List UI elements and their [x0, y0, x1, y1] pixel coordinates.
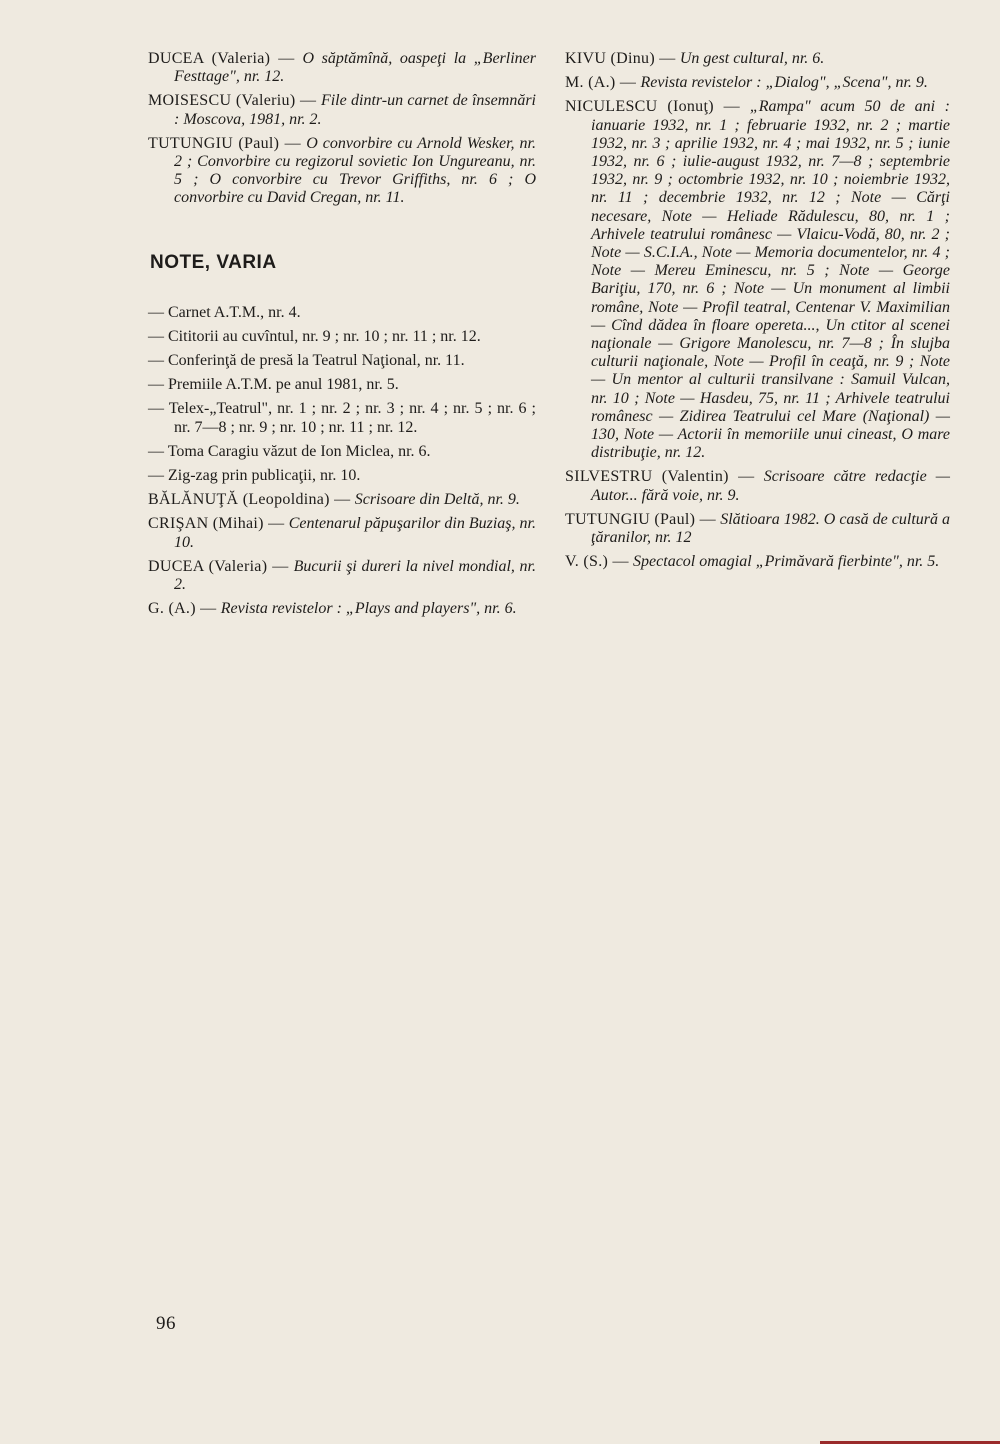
left-bottom-entries	[148, 491, 536, 618]
varia-item: — Zig-zag prin publicaţii, nr. 10.	[148, 467, 361, 485]
index-entry: V. (S.) — Spectacol omagial „Primăvară fierbinte", nr. 5.	[565, 553, 940, 571]
left-column	[148, 50, 536, 624]
varia-item: — Conferinţă de presă la Teatrul Naţional, nr. 11.	[148, 352, 465, 370]
right-column	[565, 50, 950, 577]
varia-item: — Toma Caragiu văzut de Ion Miclea, nr. 6.	[148, 442, 431, 460]
varia-item: — Carnet A.T.M., nr. 4.	[148, 303, 301, 321]
page-number: 96	[156, 1313, 176, 1334]
varia-item: — Cititorii au cuvîntul, nr. 9 ; nr. 10 ; nr. 11 ; nr. 12.	[148, 327, 481, 345]
index-entry: TUTUNGIU (Paul) — Slătioara 1982. O casă de cultură a ţăranilor, nr. 12	[565, 510, 951, 547]
index-entry: NICULESCU (Ionuţ) — „Rampa" acum 50 de ani : ianuarie 1932, nr. 1 ; februarie 1932, nr. 2 ; martie 1932, nr. 3 ; aprilie 1932, nr. 4 ; mai 1932, nr. 5 ; iunie 1932, nr. 6 ; iulie-august 1932, nr. 7—8 ; septembrie 1932, nr. 9 ; octombrie 1932, nr. 10 ; noiembrie 1932, nr. 11 ; decembrie 1932, nr. 12 ; Note — Cărţi necesare, Note — Heliade Rădulescu, 80, nr. 1 ; Arhivele teatrului românesc — Vlaicu-Vodă, 80, nr. 2 ; Note — S.C.I.A., Note — Memoria documentelor, nr. 4 ; Note — Mereu Eminescu, nr. 5 ; Note — George Bariţiu, 170, nr. 6 ; Note — Un monument al limbii române, Note — Profil teatral, Centenar V. Maximilian — Cînd dădea în floare opereta..., Un ctitor al scenei naţionale — Grigore Manolescu, nr. 7—8 ; În slujba culturii naţionale, Note — Profil în ceaţă, nr. 9 ; Note — Un mentor al culturii transilvane : Samuil Vulcan, nr. 10 ; Note — Hasdeu, 75, nr. 11 ; Arhivele teatrului românesc — Zidirea Teatrului cel Mare (Naţional) — 130, Note — Actorii în memoriile unui cineast, O mare distribuţie, nr. 12.	[565, 98, 950, 462]
left-top-entries	[148, 50, 536, 208]
index-entry: TUTUNGIU (Paul) — O convorbire cu Arnold Wesker, nr. 2 ; Convorbire cu regizorul sovietic Ion Ungureanu, nr. 5 ; O convorbire cu Trevor Griffiths, nr. 6 ; O convorbire cu David Cregan, nr. 11.	[148, 134, 536, 207]
varia-list	[148, 304, 536, 486]
index-entry: CRIŞAN (Mihai) — Centenarul păpuşarilor din Buziaş, nr. 10.	[148, 515, 536, 551]
index-entry: M. (A.) — Revista revistelor : „Dialog", „Scena", nr. 9.	[565, 74, 928, 92]
varia-item: — Premiile A.T.M. pe anul 1981, nr. 5.	[148, 376, 399, 394]
index-entry: DUCEA (Valeria) — O săptămînă, oaspeţi la „Berliner Festtage", nr. 12.	[148, 50, 537, 86]
index-entry: KIVU (Dinu) — Un gest cultural, nr. 6.	[565, 50, 825, 67]
index-entry: SILVESTRU (Valentin) — Scrisoare către redacţie — Autor... fără voie, nr. 9.	[565, 468, 950, 504]
section-title: NOTE, VARIA	[150, 251, 277, 273]
varia-item: — Telex-„Teatrul", nr. 1 ; nr. 2 ; nr. 3 ; nr. 4 ; nr. 5 ; nr. 6 ; nr. 7—8 ; nr. 9 ; nr. 10 ; nr. 11 ; nr. 12.	[148, 400, 536, 436]
index-entry: G. (A.) — Revista revistelor : „Plays and players", nr. 6.	[148, 600, 517, 618]
index-entry: BĂLĂNUŢĂ (Leopoldina) — Scrisoare din Deltă, nr. 9.	[148, 491, 520, 509]
index-entry: MOISESCU (Valeriu) — File dintr-un carnet de însemnări : Moscova, 1981, nr. 2.	[148, 92, 536, 128]
index-entry: DUCEA (Valeria) — Bucurii şi dureri la nivel mondial, nr. 2.	[148, 557, 536, 594]
